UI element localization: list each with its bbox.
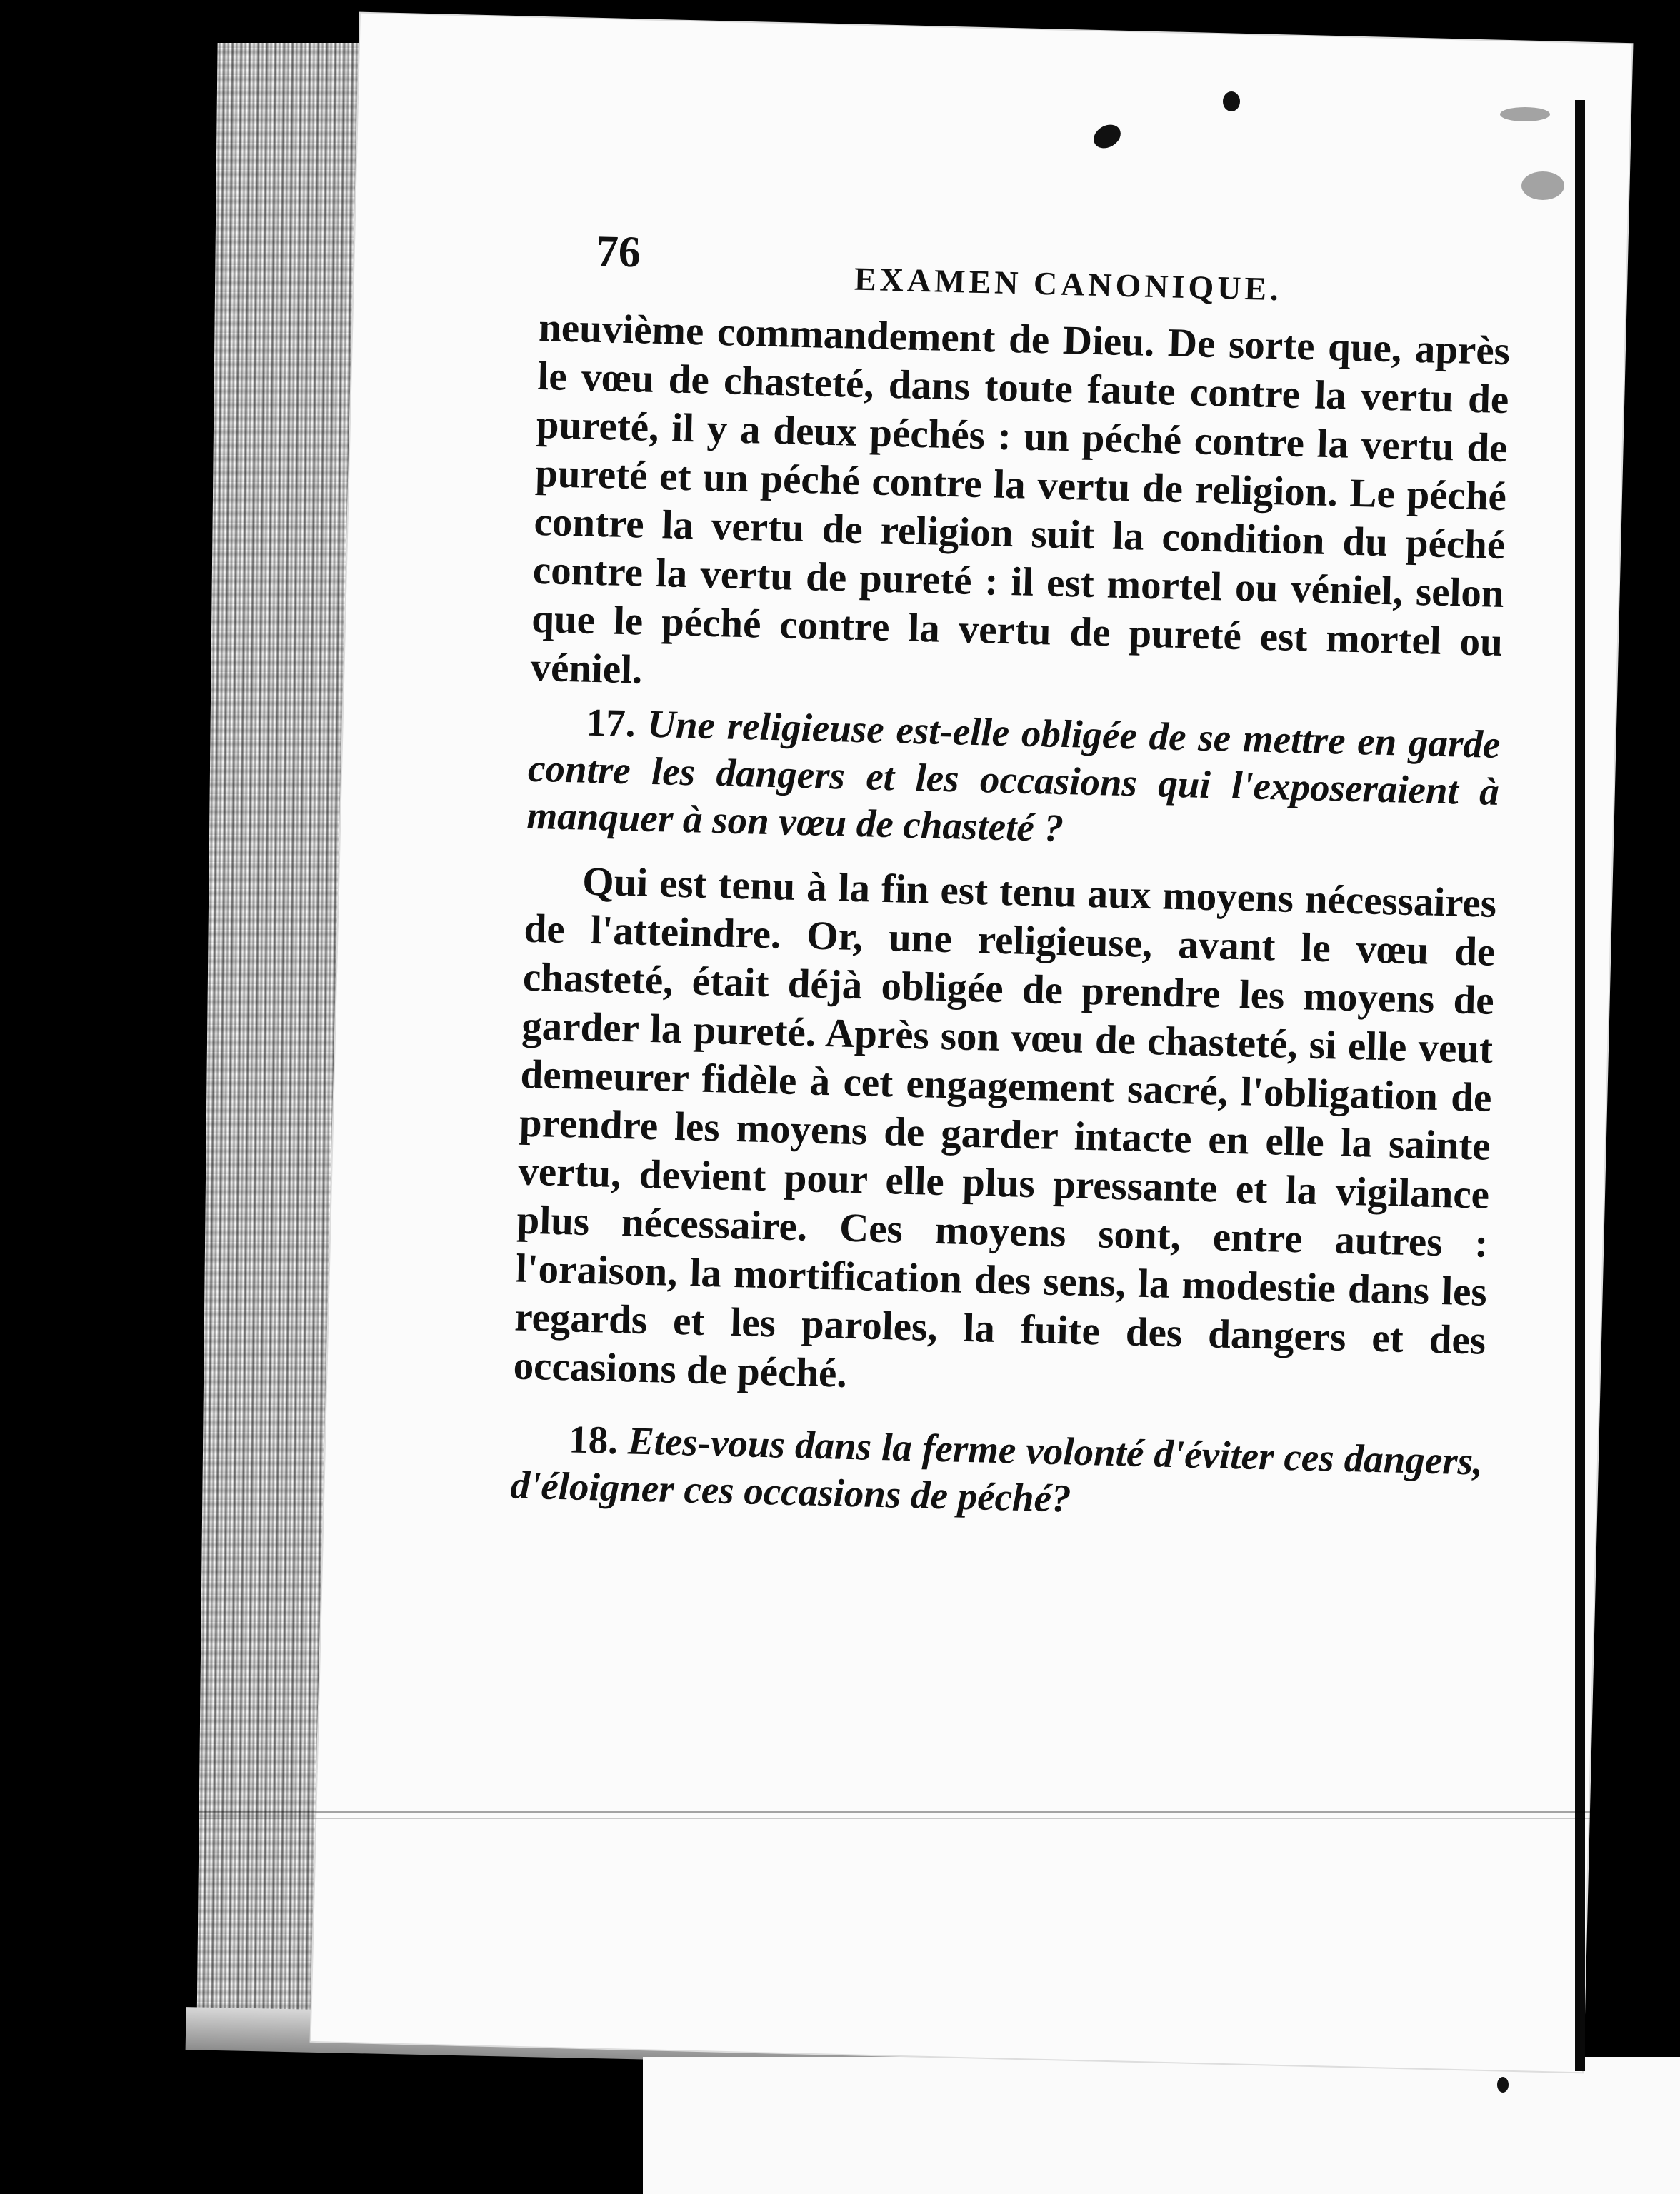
ink-blot bbox=[1497, 2077, 1509, 2093]
scan-line bbox=[0, 1811, 1680, 1813]
ink-blot bbox=[1223, 91, 1240, 111]
question-18-number: 18. bbox=[568, 1417, 619, 1463]
scan-line bbox=[0, 1818, 1680, 1819]
question-17-text: Une religieuse est-elle obligée de se mettre en garde contre les dangers et les occasions qui l'exposeraient à manquer à son vœu de chasteté ? bbox=[526, 701, 1501, 851]
dust-speck bbox=[1500, 107, 1550, 121]
paragraph-continuation: neuvième commandement de Dieu. De sorte que, après le vœu de chasteté, dans toute faute contre la vertu de pureté, il y a deux péchés : un péché contre la vertu de pureté et un péché contre la vertu de religion. Le péché contre la vertu de religion suit la condition du péché contre la vertu de pureté : il est mortel ou véniel, selon que le péché contre la vertu de pureté est mortel ou véniel. bbox=[529, 304, 1511, 693]
question-17-number: 17. bbox=[586, 700, 636, 746]
question-18 bbox=[510, 1414, 1484, 1532]
page-number: 76 bbox=[596, 226, 641, 277]
dust-speck bbox=[1521, 171, 1564, 200]
page-text-block bbox=[509, 225, 1512, 1550]
book-page bbox=[311, 14, 1632, 2073]
running-head: EXAMEN CANONIQUE. bbox=[854, 260, 1283, 308]
scanner-bed bbox=[643, 2057, 1680, 2194]
question-17 bbox=[526, 698, 1501, 863]
question-18-text: Etes-vous dans la ferme volonté d'éviter ces dangers, d'éloigner ces occasions de péché? bbox=[509, 1418, 1484, 1521]
page-shadow-edge bbox=[1575, 100, 1585, 2071]
answer-17: Qui est tenu à la fin est tenu aux moyens nécessaires de l'atteindre. Or, une religieuse, avant le vœu de chasteté, était déjà obligée de prendre les moyens de garder la pureté. Après son vœu de chasteté, si elle veut demeurer fidèle à cet engagement sacré, l'obligation de prendre les moyens de garder intacte en elle la sainte vertu, devient pour elle plus pressante et la vigilance plus nécessaire. Ces moyens sont, entre autres : l'oraison, la mortification des sens, la modestie dans les regards et les paroles, la fuite des dangers et des occasions de péché. bbox=[512, 858, 1497, 1396]
